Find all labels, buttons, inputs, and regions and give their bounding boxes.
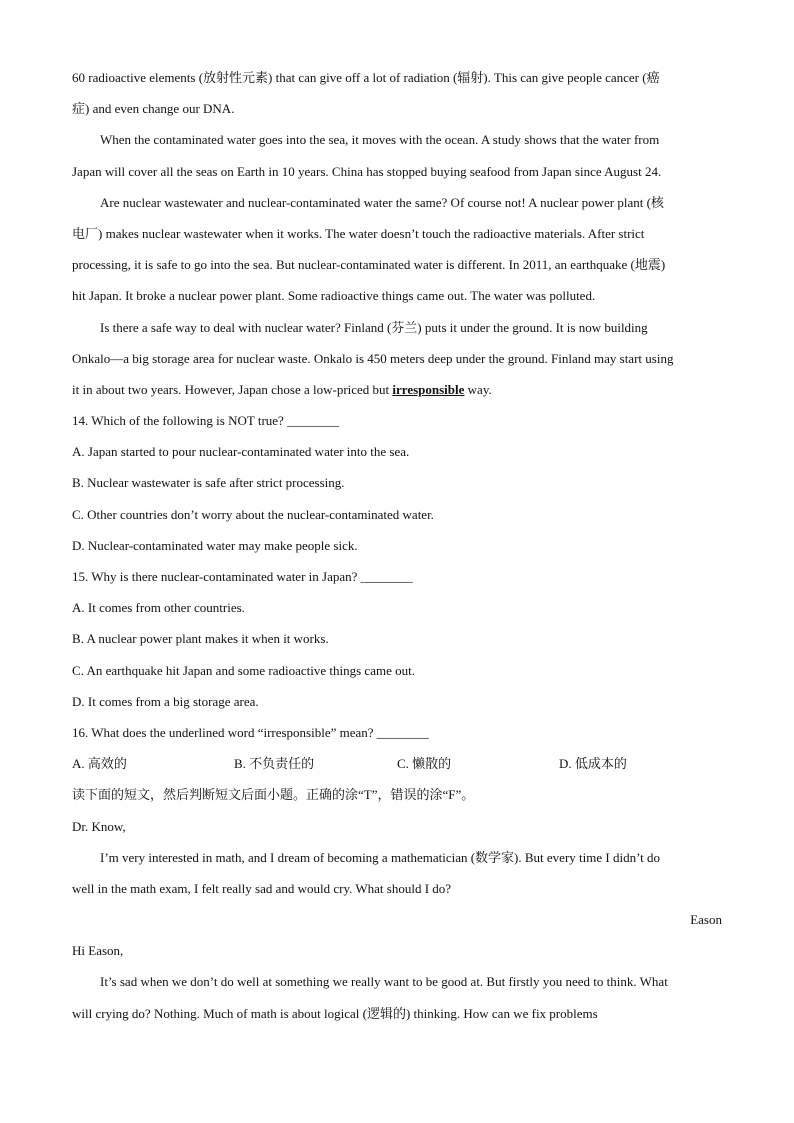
question-14-option-d: D. Nuclear-contaminated water may make people sick. [72,537,358,553]
letter-line-1: I’m very interested in math, and I dream of becoming a mathematician (数学家). But every time I didn’t do [100,849,661,865]
letter-signature: Eason [690,912,722,928]
question-14-option-c: C. Other countries don’t worry about the nuclear-contaminated water. [72,506,434,522]
letter-greeting: Dr. Know, [72,818,126,834]
passage-line-11-start: it in about two years. However, Japan chose a low-priced but [72,381,393,397]
passage-line-4: Japan will cover all the seas on Earth in 10 years. China has stopped buying seafood from Japan since August 24. [72,163,662,179]
letter-line-2: well in the math exam, I felt really sad and would cry. What should I do? [72,880,452,896]
question-16-options [72,748,722,779]
passage-line-11 [72,374,722,405]
question-15: 15. Why is there nuclear-contaminated water in Japan? ________ [72,569,413,584]
question-14-option-b: B. Nuclear wastewater is safe after strict processing. [72,475,345,491]
question-14: 14. Which of the following is NOT true? ________ [72,413,340,429]
reply-line-1: It’s sad when we don’t do well at something we really want to be good at. But firstly you need to think. What [100,974,668,990]
reply-line-2: will crying do? Nothing. Much of math is about logical (逻辑的) thinking. How can we fix problems [72,1005,598,1021]
section-instruction: 读下面的短文，然后判断短文后面小题。正确的涂“T”，错误的涂“F”。 [72,787,475,803]
passage-line-5: Are nuclear wastewater and nuclear-contaminated water the same? Of course not! A nuclear power plant (核 [100,194,664,210]
underlined-word: irresponsible [392,381,465,397]
passage-line-3: When the contaminated water goes into the sea, it moves with the ocean. A study shows that the water from [100,132,660,148]
passage-line-11-end: way. [464,381,492,397]
question-16-option-d: D. 低成本的 [559,756,627,772]
question-14-option-a: A. Japan started to pour nuclear-contaminated water into the sea. [72,444,410,460]
document-page [72,62,722,1029]
question-16-option-a: A. 高效的 [72,756,127,772]
question-15-option-b: B. A nuclear power plant makes it when it works. [72,631,329,647]
question-16-option-c: C. 懒散的 [397,756,452,772]
passage-line-7: processing, it is safe to go into the sea. But nuclear-contaminated water is different. In 2011, an earthquake (地震) [72,257,666,273]
passage-line-9: Is there a safe way to deal with nuclear water? Finland (芬兰) puts it under the ground. It is now building [100,319,648,335]
reply-greeting: Hi Eason, [72,943,124,959]
question-15-option-a: A. It comes from other countries. [72,600,245,616]
passage-line-10: Onkalo—a big storage area for nuclear waste. Onkalo is 450 meters deep under the ground. Finland may start using [72,350,674,366]
passage-line-1: 60 radioactive elements (放射性元素) that can give off a lot of radiation (辐射). This can give people cancer (癌 [72,70,660,85]
question-16-option-b: B. 不负责任的 [234,756,315,772]
passage-line-6: 电厂) makes nuclear wastewater when it works. The water doesn’t touch the radioactive materials. After strict [72,225,645,241]
question-15-option-c: C. An earthquake hit Japan and some radioactive things came out. [72,662,415,678]
question-15-option-d: D. It comes from a big storage area. [72,693,259,709]
passage-line-8: hit Japan. It broke a nuclear power plant. Some radioactive things came out. The water was polluted. [72,288,596,304]
question-16: 16. What does the underlined word “irresponsible” mean? ________ [72,724,429,740]
passage-line-2: 症) and even change our DNA. [72,101,235,117]
